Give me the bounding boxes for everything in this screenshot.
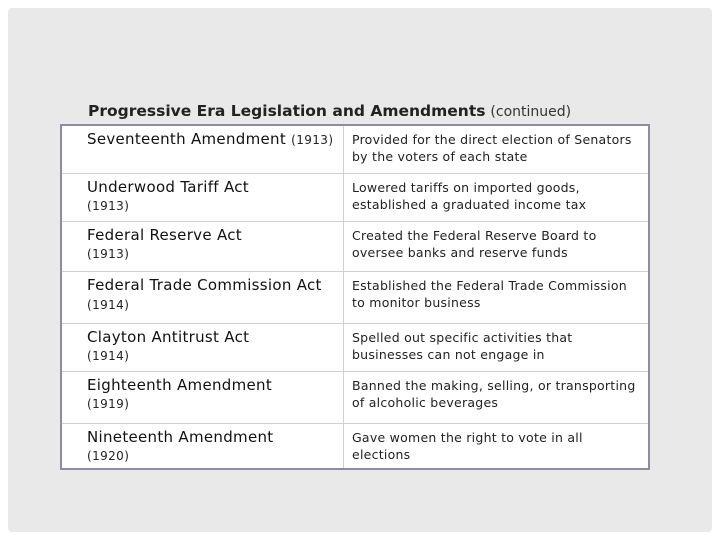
legislation-year: (1913): [87, 198, 130, 213]
legislation-name-cell: [61, 221, 344, 271]
title-suffix: (continued): [490, 104, 572, 120]
legislation-name: Seventeenth Amendment: [87, 130, 287, 148]
legislation-year: (1913): [87, 246, 130, 261]
legislation-description: Gave women the right to vote in all elections: [344, 423, 650, 469]
table-row: [61, 221, 649, 271]
legislation-description: Created the Federal Reserve Board to oversee banks and reserve funds: [344, 221, 650, 271]
legislation-year: (1913): [291, 133, 334, 147]
legislation-name: Federal Reserve Act: [87, 225, 242, 244]
legislation-description: Spelled out specific activities that businesses can not engage in: [344, 323, 650, 371]
legislation-name: Federal Trade Commission Act: [87, 275, 322, 294]
legislation-year: (1914): [87, 348, 130, 363]
legislation-name-cell: [61, 371, 344, 423]
table-row: [61, 423, 649, 469]
table-row: [61, 271, 649, 323]
page-title: [88, 102, 571, 120]
legislation-name-cell: [61, 173, 344, 221]
legislation-description: Lowered tariffs on imported goods, established a graduated income tax: [344, 173, 650, 221]
legislation-table: [60, 124, 650, 470]
legislation-description: Banned the making, selling, or transporting of alcoholic beverages: [344, 371, 650, 423]
legislation-name-cell: [61, 271, 344, 323]
legislation-name-cell: [61, 323, 344, 371]
legislation-year: (1914): [87, 297, 130, 312]
table-row: [61, 173, 649, 221]
title-main: Progressive Era Legislation and Amendments: [88, 102, 486, 120]
legislation-name: Eighteenth Amendment: [87, 375, 273, 394]
legislation-name: Nineteenth Amendment: [87, 427, 274, 446]
legislation-name-cell: [61, 125, 344, 173]
legislation-description: Established the Federal Trade Commission to monitor business: [344, 271, 650, 323]
table-row: [61, 323, 649, 371]
legislation-year: (1920): [87, 448, 130, 463]
table-row: [61, 371, 649, 423]
legislation-name-cell: [61, 423, 344, 469]
legislation-name: Underwood Tariff Act: [87, 177, 249, 196]
legislation-name: Clayton Antitrust Act: [87, 327, 250, 346]
table-row: [61, 125, 649, 173]
legislation-description: Provided for the direct election of Senators by the voters of each state: [344, 125, 650, 173]
legislation-year: (1919): [87, 396, 130, 411]
